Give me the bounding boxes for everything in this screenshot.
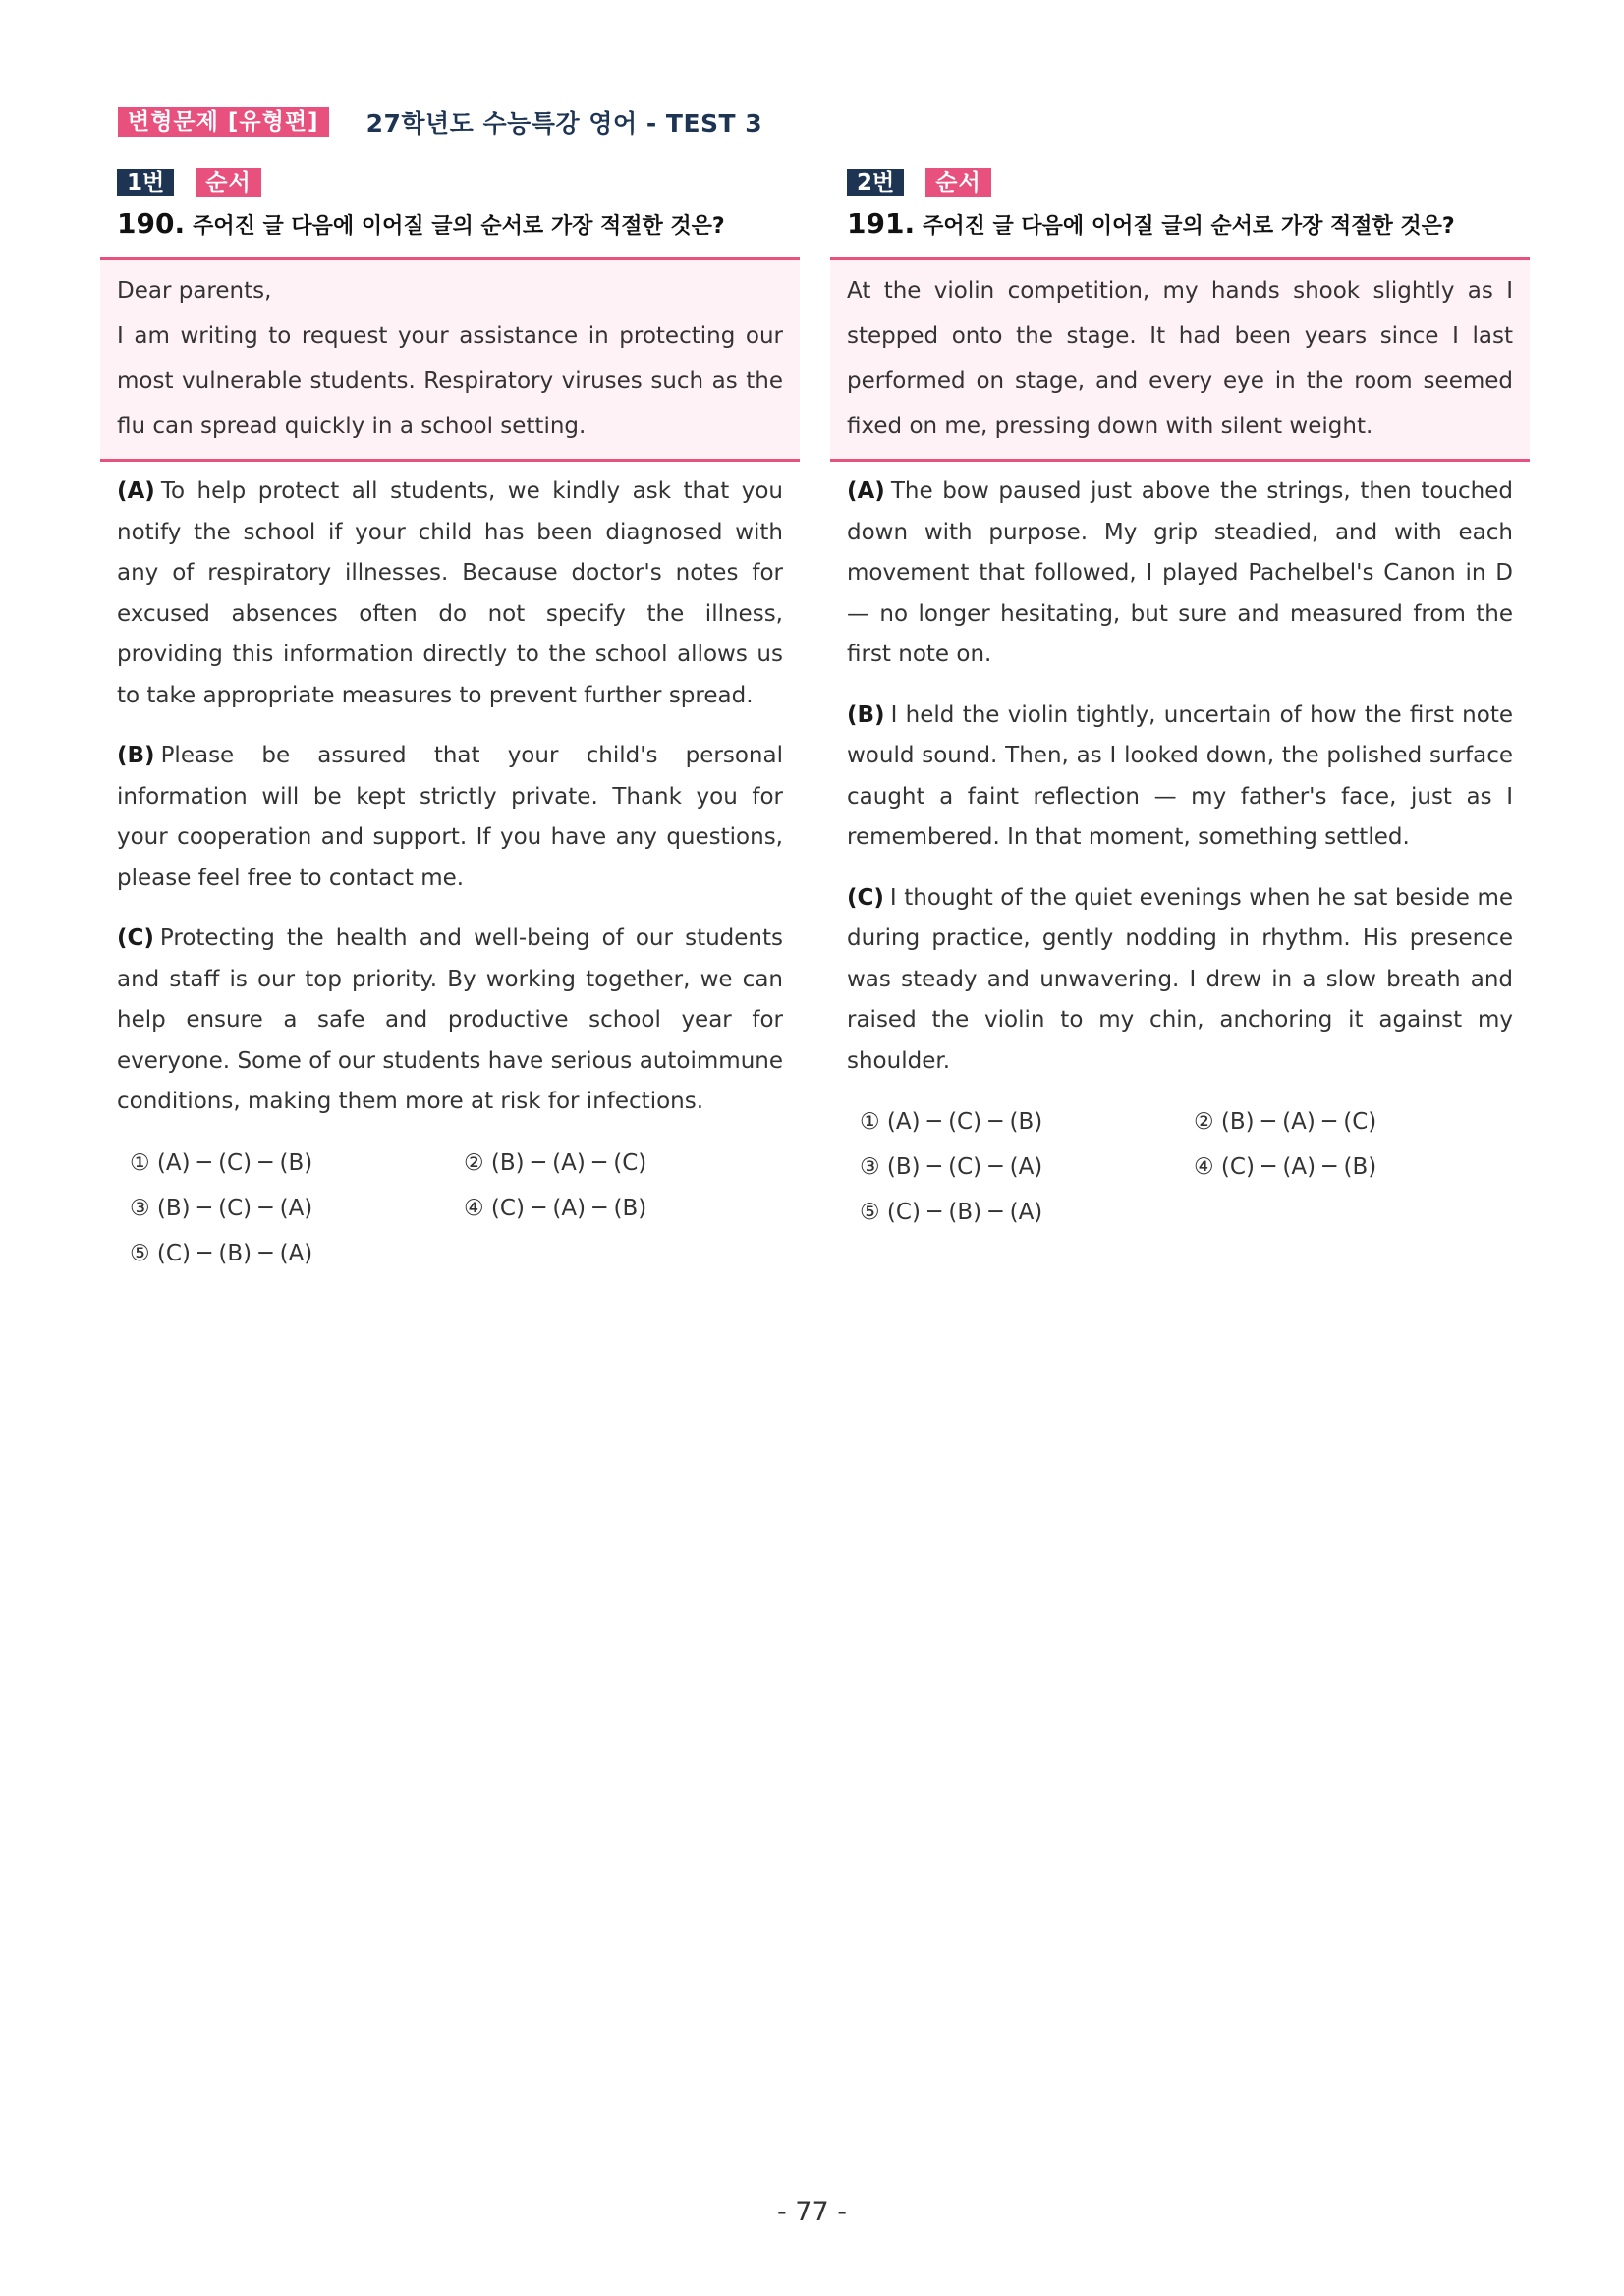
paragraph-text: To help protect all students, we kindly ask that you notify the school if your child has been diagnosed with any of respiratory illnesses. Because doctor's notes for excused absences often do not specify the illness, providing this information directly to the school allows us to take appropriate measures to prevent further spread. bbox=[117, 478, 783, 708]
paragraph-label: (A) bbox=[847, 478, 885, 504]
question-number: 190. bbox=[117, 207, 186, 240]
paragraph-list bbox=[830, 472, 1530, 1082]
given-line: At the violin competition, my hands shook slightly as I stepped onto the stage. It had been years since I last performed on stage, and every eye in the room seemed fixed on me, pressing down with silent weight. bbox=[847, 278, 1513, 439]
section-badge: 변형문제 [유형편] bbox=[118, 107, 329, 137]
page-number: - 77 - bbox=[776, 2197, 847, 2227]
choice-5[interactable]: ⑤ (C) ─ (B) ─ (A) bbox=[860, 1200, 1043, 1225]
choice-1[interactable]: ① (A) ─ (C) ─ (B) bbox=[860, 1109, 1043, 1135]
question-title bbox=[847, 206, 1530, 242]
paragraph-label: (C) bbox=[847, 884, 884, 911]
paragraph-label: (B) bbox=[117, 743, 155, 768]
paragraph-text: I thought of the quiet evenings when he sat beside me during practice, gently nodding in rhythm. His presence was steady and unwavering. I drew in a slow breath and raised the violin to my chin, anchoring it against my shoulder. bbox=[847, 884, 1513, 1074]
paragraph-label: (B) bbox=[847, 701, 885, 728]
paragraph-text: Protecting the health and well-being of our students and staff is our top priority. By working together, we can help ensure a safe and productive school year for everyone. Some of our students have serious autoimmune conditions, making them more at risk for infections. bbox=[117, 925, 783, 1114]
question-190 bbox=[100, 169, 800, 1274]
paragraph-c bbox=[847, 878, 1513, 1083]
question-type-tag: 순서 bbox=[925, 168, 990, 197]
paragraph-text: I held the violin tightly, uncertain of how the first note would sound. Then, as I looked down, the polished surface caught a faint reflection — my father's face, just as I remembered. In that moment, something settled. bbox=[847, 701, 1513, 850]
question-tags bbox=[117, 169, 800, 196]
question-prompt: 주어진 글 다음에 이어질 글의 순서로 가장 적절한 것은? bbox=[193, 214, 725, 239]
given-line: I am writing to request your assistance in protecting our most vulnerable students. Respiratory viruses such as the flu can spread quickly in a school setting. bbox=[117, 323, 783, 439]
question-191 bbox=[830, 169, 1530, 1233]
question-prompt: 주어진 글 다음에 이어질 글의 순서로 가장 적절한 것은? bbox=[923, 214, 1455, 239]
paragraph-b bbox=[117, 736, 783, 899]
question-number: 191. bbox=[847, 207, 916, 240]
given-line: Dear parents, bbox=[117, 278, 272, 304]
question-title bbox=[117, 206, 800, 242]
page-header bbox=[118, 106, 762, 138]
header-title: 27학년도 수능특강 영어 - TEST 3 bbox=[365, 109, 763, 138]
paragraph-a bbox=[847, 472, 1513, 676]
paragraph-c bbox=[117, 919, 783, 1123]
choice-4[interactable]: ④ (C) ─ (A) ─ (B) bbox=[464, 1195, 647, 1221]
question-number-tag: 2번 bbox=[847, 169, 904, 196]
question-tags bbox=[847, 169, 1530, 196]
question-type-tag: 순서 bbox=[196, 168, 260, 197]
answer-choices bbox=[100, 1143, 800, 1274]
choice-3[interactable]: ③ (B) ─ (C) ─ (A) bbox=[860, 1154, 1043, 1180]
question-number-tag: 1번 bbox=[117, 169, 174, 196]
choice-2[interactable]: ② (B) ─ (A) ─ (C) bbox=[1194, 1109, 1377, 1135]
choice-1[interactable]: ① (A) ─ (C) ─ (B) bbox=[130, 1149, 313, 1176]
choice-2[interactable]: ② (B) ─ (A) ─ (C) bbox=[464, 1149, 647, 1176]
given-passage bbox=[830, 257, 1530, 462]
paragraph-a bbox=[117, 472, 783, 716]
choice-5[interactable]: ⑤ (C) ─ (B) ─ (A) bbox=[130, 1240, 313, 1266]
answer-choices bbox=[830, 1101, 1530, 1233]
paragraph-list bbox=[100, 472, 800, 1123]
choice-4[interactable]: ④ (C) ─ (A) ─ (B) bbox=[1194, 1154, 1377, 1180]
given-passage bbox=[100, 257, 800, 462]
paragraph-text: Please be assured that your child's personal information will be kept strictly private. Thank you for your cooperation and support. If you have any questions, please feel free to contact me. bbox=[117, 743, 783, 891]
paragraph-b bbox=[847, 696, 1513, 859]
choice-3[interactable]: ③ (B) ─ (C) ─ (A) bbox=[130, 1195, 313, 1221]
paragraph-label: (A) bbox=[117, 478, 155, 504]
paragraph-text: The bow paused just above the strings, then touched down with purpose. My grip steadied, and with each movement that followed, I played Pachelbel's Canon in D — no longer hesitating, but sure and measured from the first note on. bbox=[847, 478, 1513, 667]
paragraph-label: (C) bbox=[117, 925, 154, 951]
